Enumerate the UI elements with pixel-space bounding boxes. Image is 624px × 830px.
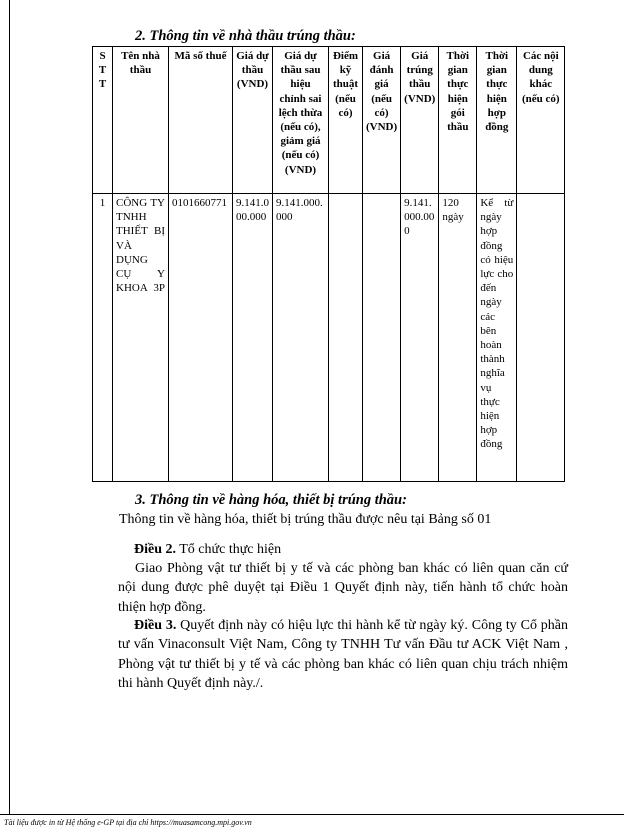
cell-evaluated-price: [363, 194, 401, 482]
section-3-text: Thông tin về hàng hóa, thiết bị trúng thầu được nêu tại Bảng số 01: [119, 512, 492, 527]
col-header-technical-score: Điểm kỹ thuật (nếu có): [329, 47, 363, 194]
cell-package-duration: 120 ngày: [439, 194, 477, 482]
article-3-text: Quyết định này có hiệu lực thi hành kể từ ngày ký. Công ty Cổ phần tư vấn Vinaconsult Việt Nam, Công ty TNHH Tư vấn Đầu tư ACK Việt Nam , Phòng vật tư thiết bị y tế và các phòng ban khác có liên quan chịu trách nhiệm thi hành Quyết định này./.: [118, 618, 568, 692]
col-header-tax-code: Mã số thuế: [169, 47, 233, 194]
section-2-heading: 2. Thông tin về nhà thầu trúng thầu:: [135, 28, 356, 44]
cell-technical-score: [329, 194, 363, 482]
col-header-adjusted-price: Giá dự thầu sau hiệu chỉnh sai lệch thừa (nếu có), giảm giá (nếu có) (VND): [273, 47, 329, 194]
cell-bid-price: 9.141.000.000: [233, 194, 273, 482]
table-header-row: [93, 47, 565, 194]
section-3-heading: 3. Thông tin về hàng hóa, thiết bị trúng thầu:: [135, 492, 407, 508]
cell-contract-duration: Kể từ ngày hợp đồng có hiệu lực cho đến ngày các bên hoàn thành nghĩa vụ thực hiện hợp đồng: [477, 194, 517, 482]
article-2-title-line: [134, 540, 281, 559]
article-3-label: Điều 3.: [134, 618, 177, 633]
col-header-bid-price: Giá dự thầu (VND): [233, 47, 273, 194]
col-header-package-duration: Thời gian thực hiện gói thầu: [439, 47, 477, 194]
col-header-winning-price: Giá trúng thầu (VND): [401, 47, 439, 194]
col-header-contract-duration: Thời gian thực hiện hợp đồng: [477, 47, 517, 194]
cell-winning-price: 9.141.000.000: [401, 194, 439, 482]
footer-divider: [0, 814, 624, 815]
cell-stt: 1: [93, 194, 113, 482]
col-header-other-content: Các nội dung khác (nếu có): [517, 47, 565, 194]
table-row: [93, 194, 565, 482]
article-2-label: Điều 2.: [134, 542, 176, 557]
col-header-bidder-name: Tên nhà thầu: [113, 47, 169, 194]
article-2-text: Giao Phòng vật tư thiết bị y tế và các phòng ban khác có liên quan căn cứ nội dung được phê duyệt tại Điều 1 Quyết định này, tiến hành tổ chức hoàn thiện hợp đồng.: [118, 561, 568, 615]
article-3-paragraph: [118, 616, 568, 694]
col-header-evaluated-price: Giá đánh giá (nếu có) (VND): [363, 47, 401, 194]
cell-adjusted-price: 9.141.000.000: [273, 194, 329, 482]
cell-other-content: [517, 194, 565, 482]
page-left-border: [9, 0, 10, 814]
cell-tax-code: 0101660771: [169, 194, 233, 482]
col-header-stt: STT: [93, 47, 113, 194]
print-source-footer: Tài liệu được in từ Hệ thống e-GP tại địa chỉ https://muasamcong.mpi.gov.vn: [4, 818, 252, 827]
winning-bidder-table: [92, 46, 565, 482]
cell-bidder-name: CÔNG TY TNHH THIẾT BỊ VÀ DỤNG CỤ Y KHOA 3P: [113, 194, 169, 482]
article-2-title: Tổ chức thực hiện: [179, 542, 282, 557]
